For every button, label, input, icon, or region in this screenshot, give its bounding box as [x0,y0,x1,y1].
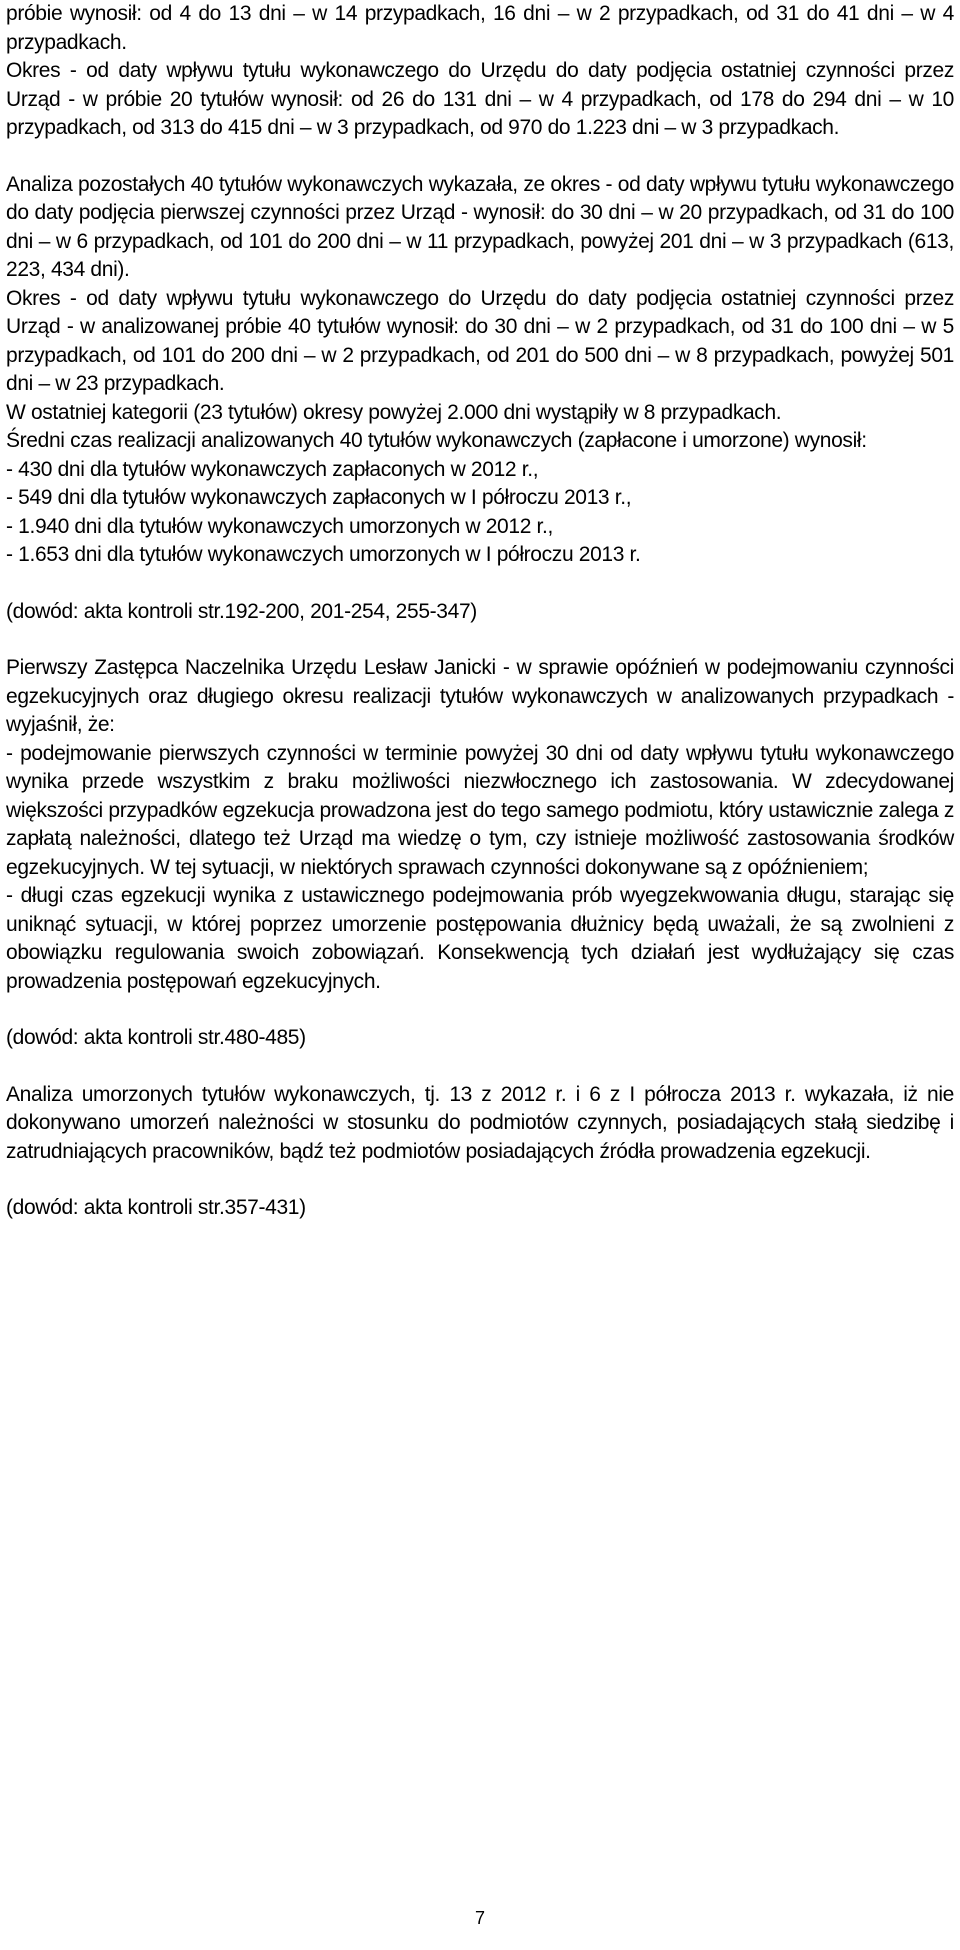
paragraph-explanation-first-actions: - podejmowanie pierwszych czynności w terminie powyżej 30 dni od daty wpływu tytułu wykonawczego wynika przede wszystkim z braku możliwości niezwłocznego ich zastosowania. W zdecydowanej większości przypadków egzekucja prowadzona jest do tego samego podmiotu, który ustawicznie zalega z zapłatą należności, dlatego też Urząd ma wiedzę o tym, czy istnieje możliwość zastosowania środków egzekucyjnych. W tej sytuacji, w niektórych sprawach czynności dokonywane są z opóźnieniem; [6,741,954,879]
spacer [6,143,954,171]
spacer [6,626,954,654]
evidence-reference: (dowód: akta kontroli str.357-431) [6,1196,306,1219]
list-item: - 1.653 dni dla tytułów wykonawczych umorzonych w I półroczu 2013 r. [6,543,641,566]
paragraph-written-off-titles: Analiza umorzonych tytułów wykonawczych, tj. 13 z 2012 r. i 6 z I półrocza 2013 r. wykazała, iż nie dokonywano umorzeń należności w stosunku do podmiotów czynnych, posiadających stałą siedzibę i zatrudniających pracowników, bądź też podmiotów posiadających źródła prowadzenia egzekucji. [6,1082,954,1163]
list-item: - 1.940 dni dla tytułów wykonawczych umorzonych w 2012 r., [6,514,553,538]
paragraph-last-action-period-sample40: Okres - od daty wpływu tytułu wykonawczego do Urzędu do daty podjęcia ostatniej czynności przez Urząd - w analizowanej próbie 40 tytułów wynosił: do 30 dni – w 2 przypadkach, od 31 do 100 dni – w 5 przypadkach, od 101 do 200 dni – w 2 przypadkach, od 201 do 500 dni – w 8 przypadkach, powyżej 501 dni – w 23 przypadkach. [6,286,954,395]
list-item: - 430 dni dla tytułów wykonawczych zapłaconych w 2012 r., [6,457,539,481]
evidence-reference: (dowód: akta kontroli str.192-200, 201-254, 255-347) [6,599,477,623]
spacer [6,1166,954,1194]
paragraph-first-action-period-tail: próbie wynosił: od 4 do 13 dni – w 14 przypadkach, 16 dni – w 2 przypadkach, od 31 do 41 dni – w 4 przypadkach. [6,2,954,54]
paragraph-last-category: W ostatniej kategorii (23 tytułów) okresy powyżej 2.000 dni wystąpiły w 8 przypadkach. [6,400,782,424]
evidence-reference: (dowód: akta kontroli str.480-485) [6,1026,306,1049]
spacer [6,570,954,598]
paragraph-analysis-40-titles: Analiza pozostałych 40 tytułów wykonawczych wykazała, ze okres - od daty wpływu tytułu wykonawczego do daty podjęcia pierwszej czynności przez Urząd - wynosił: do 30 dni – w 20 przypadkach, od 31 do 100 dni – w 6 przypadkach, od 101 do 200 dni – w 11 przypadkach, powyżej 201 dni – w 3 przypadkach (613, 223, 434 dni). [6,172,954,281]
list-item: - 549 dni dla tytułów wykonawczych zapłaconych w I półroczu 2013 r., [6,486,632,509]
paragraph-deputy-explanation: Pierwszy Zastępca Naczelnika Urzędu Lesław Janicki - w sprawie opóźnień w podejmowaniu czynności egzekucyjnych oraz długiego okresu realizacji tytułów wykonawczych w analizowanych przypadkach - wyjaśnił, że: [6,656,954,736]
page-number: 7 [474,1908,485,1928]
document-page [6,0,954,1223]
paragraph-last-action-period-sample20: Okres - od daty wpływu tytułu wykonawczego do Urzędu do daty podjęcia ostatniej czynności przez Urząd - w próbie 20 tytułów wynosił: od 26 do 131 dni – w 4 przypadkach, od 178 do 294 dni – w 10 przypadkach, od 313 do 415 dni – w 3 przypadkach, od 970 do 1.223 dni – w 3 przypadkach. [6,59,954,139]
spacer [6,996,954,1024]
paragraph-average-time: Średni czas realizacji analizowanych 40 tytułów wykonawczych (zapłacone i umorzone) wynosił: [6,429,867,452]
spacer [6,1053,954,1081]
paragraph-explanation-long-enforcement: - długi czas egzekucji wynika z ustawicznego podejmowania prób wyegzekwowania długu, starając się uniknąć sytuacji, w której poprzez umorzenie postępowania dłużnicy będą uważali, że są zwolnieni z obowiązku regulowania swoich zobowiązań. Konsekwencją tych działań jest wydłużający się czas prowadzenia postępowań egzekucyjnych. [6,884,954,993]
